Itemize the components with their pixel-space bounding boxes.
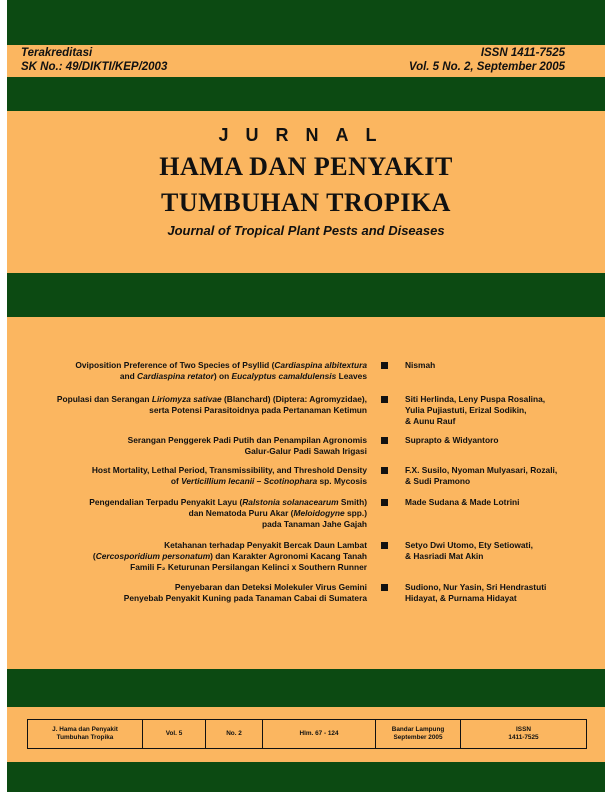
- bullet-square-icon: [381, 467, 388, 474]
- article-title-line: of Verticillium lecanii – Scotinophara sp. Mycosis: [170, 476, 367, 486]
- bullet-square-icon: [381, 542, 388, 549]
- article-title-line: pada Tanaman Jahe Gajah: [261, 519, 367, 529]
- article-title-line: dan Nematoda Puru Akar (Meloidogyne spp.): [188, 508, 367, 518]
- bullet-square-icon: [381, 584, 388, 591]
- article-authors: [405, 465, 595, 487]
- citation-journal-line1: J. Hama dan Penyakit: [52, 726, 118, 733]
- citation-pages: Hlm. 67 - 124: [299, 730, 339, 737]
- citation-issn-label: ISSN: [516, 726, 531, 733]
- author-line: Setyo Dwi Utomo, Ety Setiowati,: [405, 540, 533, 550]
- accreditation-number: SK No.: 49/DIKTI/KEP/2003: [21, 61, 168, 73]
- bullet-square-icon: [381, 396, 388, 403]
- article-title: [27, 540, 367, 573]
- author-line: Hidayat, & Purnama Hidayat: [405, 593, 517, 603]
- article-title-line: Oviposition Preference of Two Species of Psyllid (Cardiaspina albitextura: [75, 360, 367, 370]
- author-line: & Hasriadi Mat Akin: [405, 551, 484, 561]
- volume-issue-header: Vol. 5 No. 2, September 2005: [408, 61, 565, 73]
- journal-cover: [7, 0, 605, 792]
- article-authors: [405, 540, 595, 562]
- article-title-line: Famili F₂ Keturunan Persilangan Kelinci x Southern Runner: [130, 562, 367, 572]
- article-title: [27, 435, 367, 457]
- article-title-line: and Cardiaspina retator) on Eucalyptus camaldulensis Leaves: [119, 371, 367, 381]
- bullet-square-icon: [381, 362, 388, 369]
- author-line: Siti Herlinda, Leny Puspa Rosalina,: [405, 394, 546, 404]
- jurnal-label: JURNAL: [218, 125, 394, 145]
- article-title: [27, 582, 367, 604]
- citation-number-cell: [206, 720, 263, 748]
- article-authors: [405, 582, 595, 604]
- article-title-line: Ketahanan terhadap Penyakit Bercak Daun Lambat: [164, 540, 367, 550]
- article-authors: [405, 394, 595, 427]
- article-authors: [405, 497, 595, 508]
- accreditation-label: Terakreditasi: [21, 47, 93, 59]
- citation-issn-cell: [461, 720, 586, 748]
- article-title-line: Pengendalian Terpadu Penyakit Layu (Ralstonia solanacearum Smith): [89, 497, 367, 507]
- citation-issn-value: 1411-7525: [508, 734, 539, 741]
- article-title: [27, 360, 367, 382]
- citation-table: [27, 719, 587, 749]
- author-line: & Aunu Rauf: [405, 416, 456, 426]
- article-title-line: Host Mortality, Lethal Period, Transmissibility, and Threshold Density: [91, 465, 367, 475]
- article-authors: [405, 360, 595, 371]
- article-title-line: serta Potensi Parasitoidnya pada Pertanaman Ketimun: [149, 405, 367, 415]
- article-title-line: Galur-Galur Padi Sawah Irigasi: [244, 446, 367, 456]
- citation-volume-cell: [143, 720, 206, 748]
- journal-subtitle: Journal of Tropical Plant Pests and Diseases: [167, 223, 445, 238]
- citation-pages-cell: [263, 720, 376, 748]
- author-line: Suprapto & Widyantoro: [405, 435, 499, 445]
- citation-place: Bandar Lampung: [391, 726, 445, 733]
- issue-block: [409, 46, 565, 74]
- author-line: Nismah: [405, 360, 436, 370]
- author-line: & Sudi Pramono: [405, 476, 471, 486]
- accreditation-block: [21, 46, 167, 74]
- citation-number: No. 2: [226, 730, 242, 737]
- citation-journal-line2: Tumbuhan Tropika: [56, 734, 114, 741]
- journal-title-line1: HAMA DAN PENYAKIT: [159, 152, 453, 181]
- article-title: [27, 394, 367, 416]
- article-title-line: Populasi dan Serangan Liriomyza sativae (Blanchard) (Diptera: Agromyzidae),: [56, 394, 367, 404]
- article-title: [27, 465, 367, 487]
- author-line: Yulia Pujiastuti, Erizal Sodikin,: [405, 405, 527, 415]
- author-line: Sudiono, Nur Yasin, Sri Hendrastuti: [405, 582, 547, 592]
- citation-volume: Vol. 5: [165, 730, 183, 737]
- author-line: F.X. Susilo, Nyoman Mulyasari, Rozali,: [405, 465, 558, 475]
- bullet-square-icon: [381, 437, 388, 444]
- citation-journal-cell: [28, 720, 143, 748]
- citation-date: September 2005: [393, 734, 443, 741]
- citation-place-date-cell: [376, 720, 461, 748]
- article-title-line: Penyebaran dan Deteksi Molekuler Virus Gemini: [174, 582, 367, 592]
- bullet-square-icon: [381, 499, 388, 506]
- article-title-line: (Cercosporidium personatum) dan Karakter Agronomi Kacang Tanah: [92, 551, 367, 561]
- journal-title-line2: TUMBUHAN TROPIKA: [161, 188, 451, 217]
- issn-header: ISSN 1411-7525: [480, 47, 565, 59]
- author-line: Made Sudana & Made Lotrini: [405, 497, 520, 507]
- article-title: [27, 497, 367, 530]
- article-title-line: Penyebab Penyakit Kuning pada Tanaman Cabai di Sumatera: [123, 593, 367, 603]
- article-title-line: Serangan Penggerek Padi Putih dan Penampilan Agronomis: [127, 435, 367, 445]
- article-authors: [405, 435, 595, 446]
